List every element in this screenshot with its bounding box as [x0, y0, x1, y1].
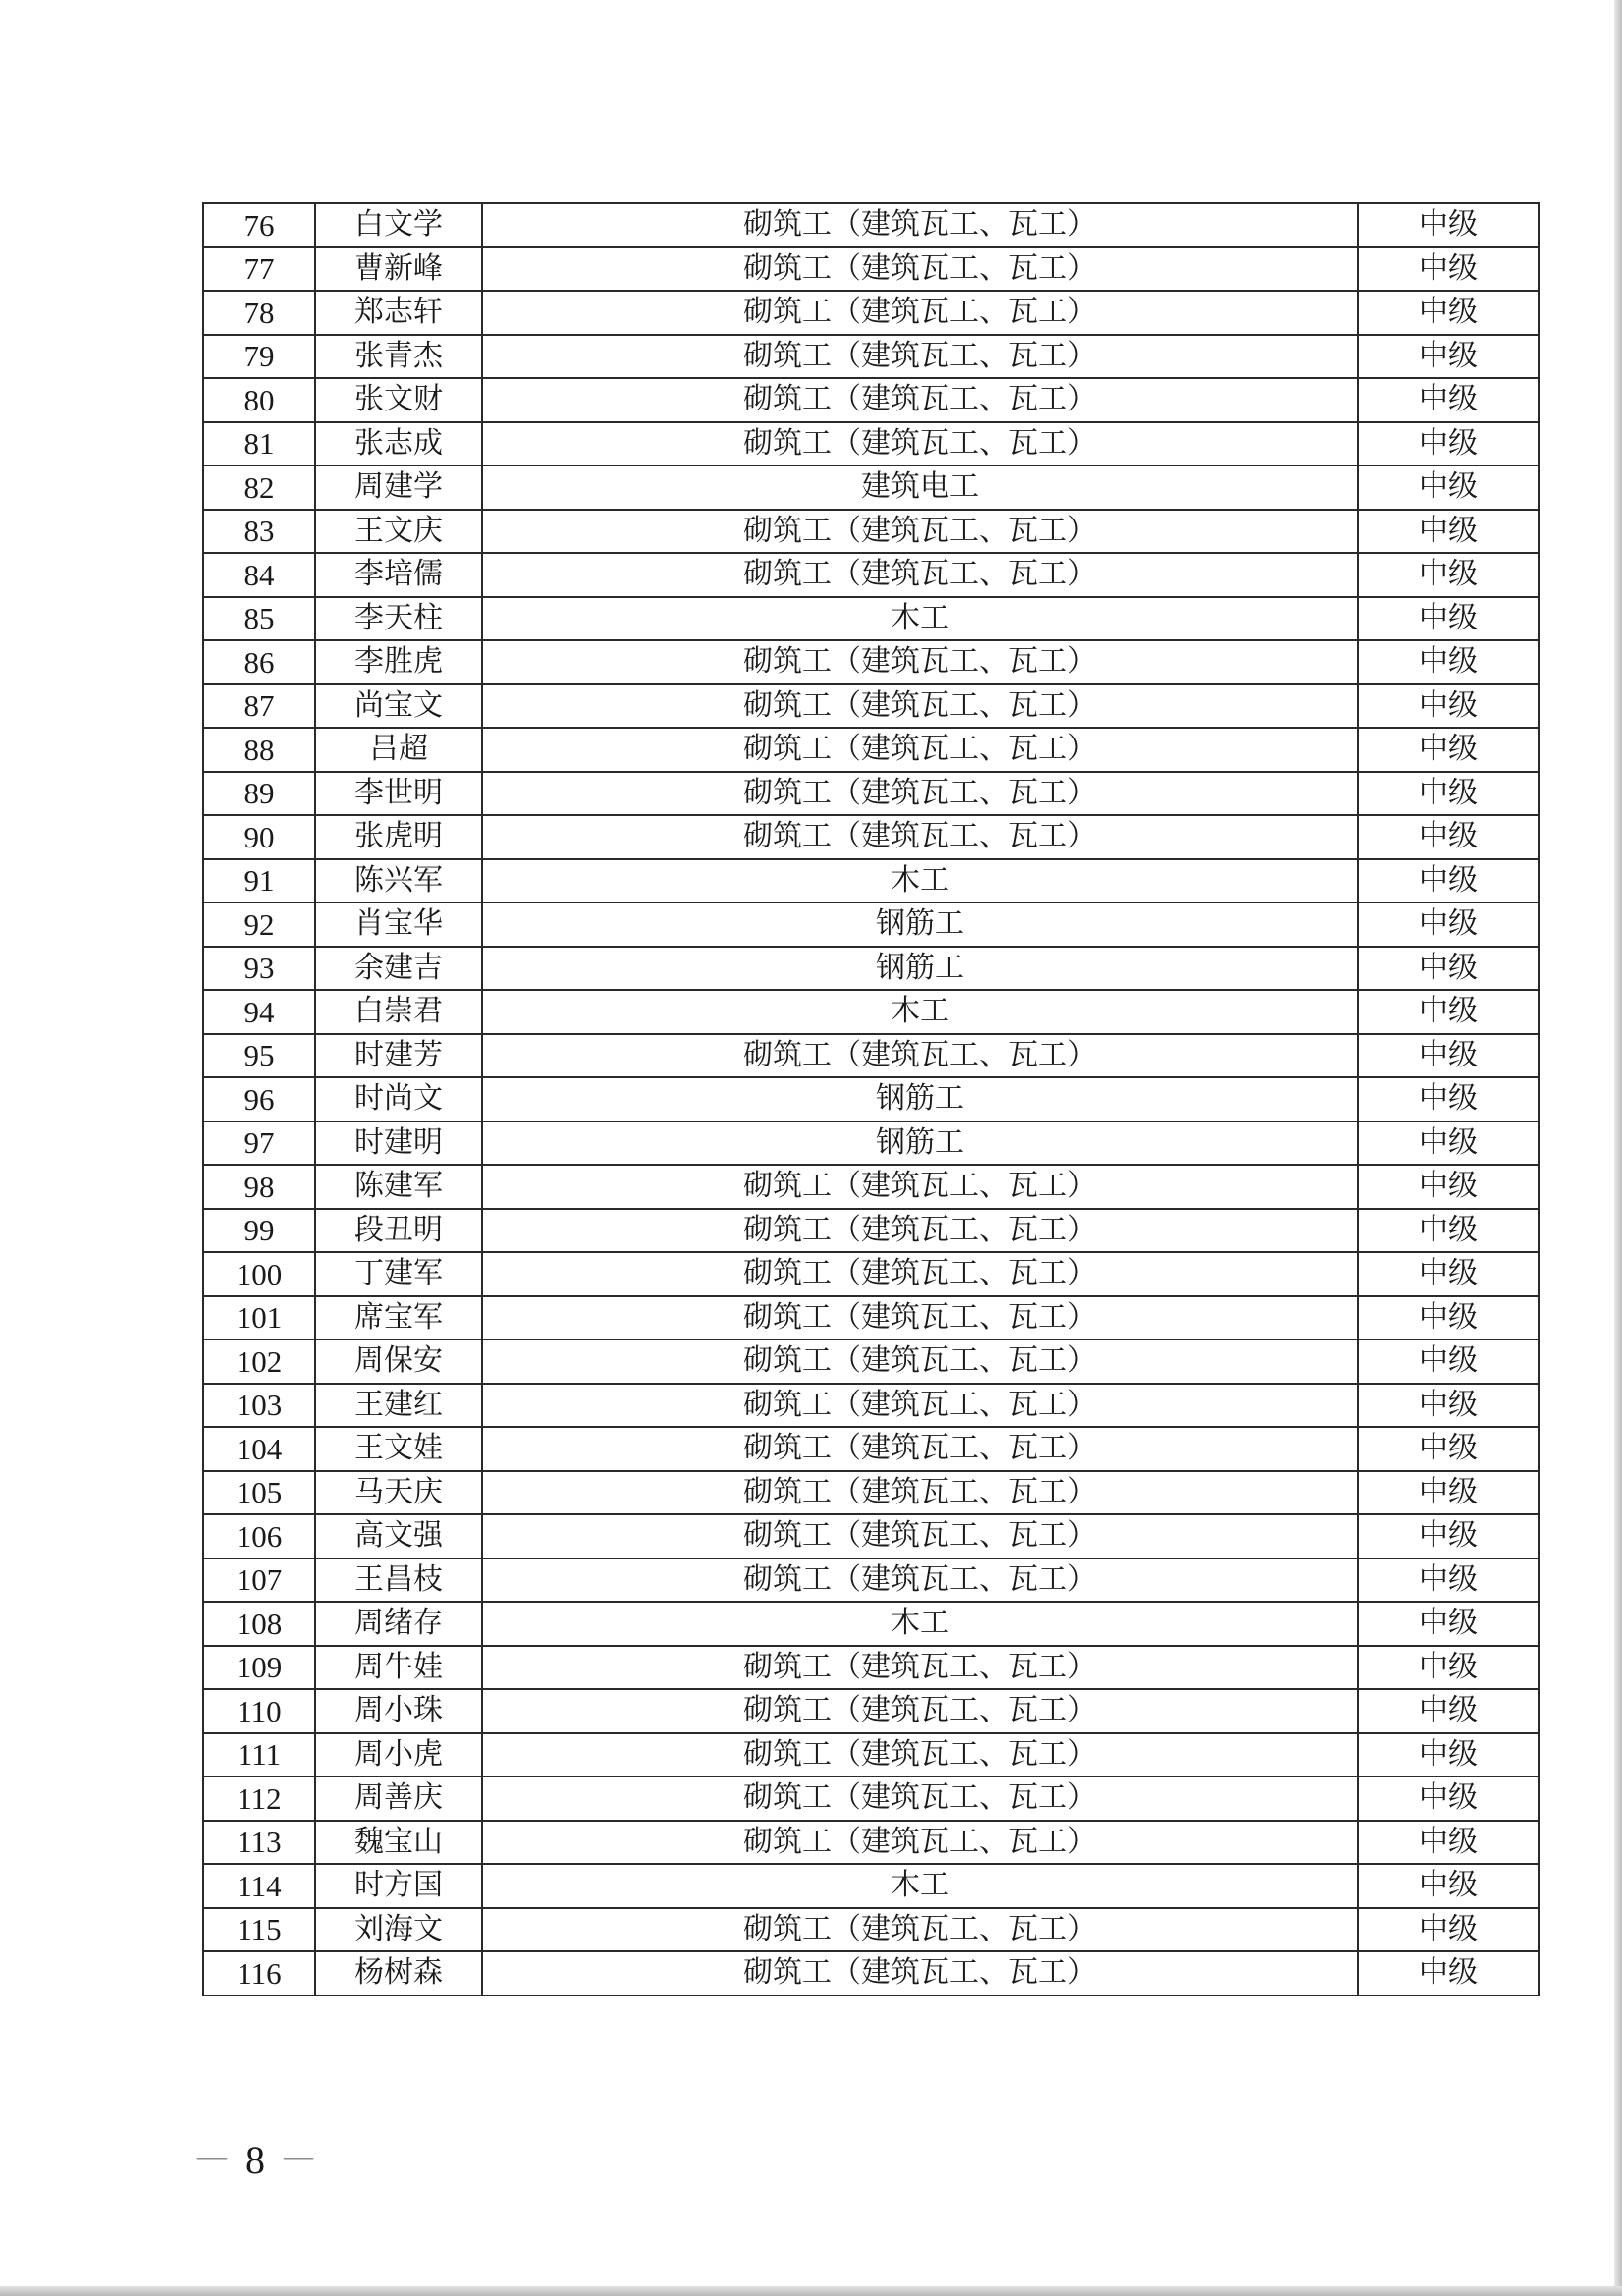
skill-level-cell: 中级	[1358, 1121, 1539, 1166]
trade-cell: 砌筑工（建筑瓦工、瓦工）	[482, 1777, 1358, 1821]
row-number-cell: 106	[203, 1514, 315, 1558]
row-number-cell: 80	[203, 378, 315, 422]
worker-name-cell: 时尚文	[315, 1077, 482, 1121]
table-row	[203, 1121, 1539, 1166]
trade-cell: 砌筑工（建筑瓦工、瓦工）	[482, 1471, 1358, 1515]
row-number-cell: 90	[203, 815, 315, 859]
skill-level-cell: 中级	[1358, 1602, 1539, 1646]
row-number-cell: 83	[203, 510, 315, 554]
table-row	[203, 947, 1539, 991]
skill-level-cell: 中级	[1358, 247, 1539, 292]
skill-level-cell: 中级	[1358, 947, 1539, 991]
worker-name-cell: 马天庆	[315, 1471, 482, 1515]
trade-cell: 砌筑工（建筑瓦工、瓦工）	[482, 772, 1358, 816]
worker-name-cell: 张志成	[315, 422, 482, 466]
skill-level-cell: 中级	[1358, 728, 1539, 772]
trade-cell: 砌筑工（建筑瓦工、瓦工）	[482, 335, 1358, 379]
worker-name-cell: 周牛娃	[315, 1646, 482, 1690]
worker-name-cell: 时建芳	[315, 1034, 482, 1078]
trade-cell: 砌筑工（建筑瓦工、瓦工）	[482, 291, 1358, 335]
worker-name-cell: 白文学	[315, 203, 482, 247]
table-row	[203, 990, 1539, 1034]
skill-level-cell: 中级	[1358, 553, 1539, 597]
row-number-cell: 107	[203, 1558, 315, 1603]
trade-cell: 砌筑工（建筑瓦工、瓦工）	[482, 1384, 1358, 1428]
table-row	[203, 1777, 1539, 1821]
worker-name-cell: 席宝军	[315, 1296, 482, 1340]
trade-cell: 木工	[482, 859, 1358, 903]
trade-cell: 砌筑工（建筑瓦工、瓦工）	[482, 728, 1358, 772]
skill-level-cell: 中级	[1358, 1733, 1539, 1777]
table-row	[203, 465, 1539, 510]
row-number-cell: 103	[203, 1384, 315, 1428]
worker-name-cell: 段丑明	[315, 1209, 482, 1253]
row-number-cell: 82	[203, 465, 315, 510]
skill-level-cell: 中级	[1358, 1339, 1539, 1384]
worker-name-cell: 张虎明	[315, 815, 482, 859]
trade-cell: 砌筑工（建筑瓦工、瓦工）	[482, 1165, 1358, 1209]
worker-name-cell: 王文娃	[315, 1427, 482, 1471]
skill-level-cell: 中级	[1358, 1689, 1539, 1733]
table-row	[203, 1602, 1539, 1646]
trade-cell: 砌筑工（建筑瓦工、瓦工）	[482, 1252, 1358, 1296]
row-number-cell: 113	[203, 1821, 315, 1865]
certificate-roster-table	[202, 202, 1540, 1996]
table-row	[203, 1689, 1539, 1733]
row-number-cell: 112	[203, 1777, 315, 1821]
table-row	[203, 1514, 1539, 1558]
trade-cell: 砌筑工（建筑瓦工、瓦工）	[482, 1733, 1358, 1777]
worker-name-cell: 王建红	[315, 1384, 482, 1428]
table-row	[203, 1646, 1539, 1690]
row-number-cell: 78	[203, 291, 315, 335]
worker-name-cell: 高文强	[315, 1514, 482, 1558]
skill-level-cell: 中级	[1358, 1077, 1539, 1121]
trade-cell: 砌筑工（建筑瓦工、瓦工）	[482, 1339, 1358, 1384]
table-row	[203, 510, 1539, 554]
skill-level-cell: 中级	[1358, 1384, 1539, 1428]
table-row	[203, 1471, 1539, 1515]
table-row	[203, 378, 1539, 422]
worker-name-cell: 时方国	[315, 1864, 482, 1908]
worker-name-cell: 张文财	[315, 378, 482, 422]
row-number-cell: 79	[203, 335, 315, 379]
skill-level-cell: 中级	[1358, 1209, 1539, 1253]
trade-cell: 砌筑工（建筑瓦工、瓦工）	[482, 1689, 1358, 1733]
row-number-cell: 108	[203, 1602, 315, 1646]
row-number-cell: 100	[203, 1252, 315, 1296]
table-row	[203, 1951, 1539, 1995]
skill-level-cell: 中级	[1358, 1034, 1539, 1078]
worker-name-cell: 陈兴军	[315, 859, 482, 903]
table-row	[203, 772, 1539, 816]
trade-cell: 砌筑工（建筑瓦工、瓦工）	[482, 1427, 1358, 1471]
table-row	[203, 640, 1539, 684]
skill-level-cell: 中级	[1358, 1427, 1539, 1471]
table-row	[203, 1252, 1539, 1296]
table-row	[203, 1296, 1539, 1340]
skill-level-cell: 中级	[1358, 291, 1539, 335]
row-number-cell: 96	[203, 1077, 315, 1121]
table-row	[203, 247, 1539, 292]
row-number-cell: 84	[203, 553, 315, 597]
worker-name-cell: 周小珠	[315, 1689, 482, 1733]
page-edge-shadow-bottom	[0, 2286, 1622, 2296]
skill-level-cell: 中级	[1358, 1252, 1539, 1296]
row-number-cell: 77	[203, 247, 315, 292]
row-number-cell: 76	[203, 203, 315, 247]
row-number-cell: 93	[203, 947, 315, 991]
worker-name-cell: 杨树森	[315, 1951, 482, 1995]
table-row	[203, 1209, 1539, 1253]
worker-name-cell: 周保安	[315, 1339, 482, 1384]
trade-cell: 钢筋工	[482, 1121, 1358, 1166]
worker-name-cell: 吕超	[315, 728, 482, 772]
table-row	[203, 728, 1539, 772]
row-number-cell: 104	[203, 1427, 315, 1471]
row-number-cell: 91	[203, 859, 315, 903]
skill-level-cell: 中级	[1358, 990, 1539, 1034]
table-row	[203, 597, 1539, 641]
trade-cell: 钢筋工	[482, 947, 1358, 991]
worker-name-cell: 李世明	[315, 772, 482, 816]
worker-name-cell: 李胜虎	[315, 640, 482, 684]
trade-cell: 木工	[482, 990, 1358, 1034]
row-number-cell: 95	[203, 1034, 315, 1078]
skill-level-cell: 中级	[1358, 684, 1539, 729]
trade-cell: 砌筑工（建筑瓦工、瓦工）	[482, 1646, 1358, 1690]
trade-cell: 砌筑工（建筑瓦工、瓦工）	[482, 640, 1358, 684]
trade-cell: 砌筑工（建筑瓦工、瓦工）	[482, 1034, 1358, 1078]
worker-name-cell: 李天柱	[315, 597, 482, 641]
row-number-cell: 87	[203, 684, 315, 729]
table-row	[203, 422, 1539, 466]
table-row	[203, 335, 1539, 379]
trade-cell: 砌筑工（建筑瓦工、瓦工）	[482, 1296, 1358, 1340]
trade-cell: 砌筑工（建筑瓦工、瓦工）	[482, 378, 1358, 422]
row-number-cell: 115	[203, 1908, 315, 1952]
worker-name-cell: 周建学	[315, 465, 482, 510]
skill-level-cell: 中级	[1358, 1558, 1539, 1603]
worker-name-cell: 周小虎	[315, 1733, 482, 1777]
table-row	[203, 1077, 1539, 1121]
trade-cell: 砌筑工（建筑瓦工、瓦工）	[482, 1821, 1358, 1865]
trade-cell: 木工	[482, 597, 1358, 641]
row-number-cell: 114	[203, 1864, 315, 1908]
trade-cell: 建筑电工	[482, 465, 1358, 510]
row-number-cell: 109	[203, 1646, 315, 1690]
row-number-cell: 97	[203, 1121, 315, 1166]
worker-name-cell: 时建明	[315, 1121, 482, 1166]
table-row	[203, 1733, 1539, 1777]
trade-cell: 木工	[482, 1864, 1358, 1908]
row-number-cell: 102	[203, 1339, 315, 1384]
table-row	[203, 203, 1539, 247]
roster-table-body	[203, 203, 1539, 1995]
trade-cell: 砌筑工（建筑瓦工、瓦工）	[482, 1558, 1358, 1603]
worker-name-cell: 余建吉	[315, 947, 482, 991]
row-number-cell: 116	[203, 1951, 315, 1995]
table-row	[203, 859, 1539, 903]
skill-level-cell: 中级	[1358, 1864, 1539, 1908]
worker-name-cell: 周绪存	[315, 1602, 482, 1646]
row-number-cell: 110	[203, 1689, 315, 1733]
skill-level-cell: 中级	[1358, 1821, 1539, 1865]
table-row	[203, 1384, 1539, 1428]
worker-name-cell: 郑志轩	[315, 291, 482, 335]
row-number-cell: 89	[203, 772, 315, 816]
table-row	[203, 553, 1539, 597]
row-number-cell: 105	[203, 1471, 315, 1515]
skill-level-cell: 中级	[1358, 510, 1539, 554]
worker-name-cell: 王文庆	[315, 510, 482, 554]
table-row	[203, 684, 1539, 729]
row-number-cell: 92	[203, 902, 315, 947]
skill-level-cell: 中级	[1358, 378, 1539, 422]
trade-cell: 砌筑工（建筑瓦工、瓦工）	[482, 1514, 1358, 1558]
skill-level-cell: 中级	[1358, 1646, 1539, 1690]
skill-level-cell: 中级	[1358, 772, 1539, 816]
trade-cell: 钢筋工	[482, 1077, 1358, 1121]
trade-cell: 砌筑工（建筑瓦工、瓦工）	[482, 510, 1358, 554]
worker-name-cell: 王昌枝	[315, 1558, 482, 1603]
trade-cell: 砌筑工（建筑瓦工、瓦工）	[482, 203, 1358, 247]
skill-level-cell: 中级	[1358, 859, 1539, 903]
row-number-cell: 111	[203, 1733, 315, 1777]
page-edge-shadow-right	[1614, 0, 1622, 2296]
skill-level-cell: 中级	[1358, 597, 1539, 641]
table-row	[203, 1558, 1539, 1603]
skill-level-cell: 中级	[1358, 815, 1539, 859]
skill-level-cell: 中级	[1358, 1165, 1539, 1209]
skill-level-cell: 中级	[1358, 335, 1539, 379]
skill-level-cell: 中级	[1358, 422, 1539, 466]
skill-level-cell: 中级	[1358, 203, 1539, 247]
row-number-cell: 81	[203, 422, 315, 466]
row-number-cell: 101	[203, 1296, 315, 1340]
trade-cell: 砌筑工（建筑瓦工、瓦工）	[482, 815, 1358, 859]
table-row	[203, 902, 1539, 947]
skill-level-cell: 中级	[1358, 1951, 1539, 1995]
worker-name-cell: 肖宝华	[315, 902, 482, 947]
trade-cell: 砌筑工（建筑瓦工、瓦工）	[482, 684, 1358, 729]
table-row	[203, 1427, 1539, 1471]
row-number-cell: 94	[203, 990, 315, 1034]
skill-level-cell: 中级	[1358, 1777, 1539, 1821]
worker-name-cell: 刘海文	[315, 1908, 482, 1952]
trade-cell: 砌筑工（建筑瓦工、瓦工）	[482, 1209, 1358, 1253]
skill-level-cell: 中级	[1358, 465, 1539, 510]
skill-level-cell: 中级	[1358, 1296, 1539, 1340]
worker-name-cell: 魏宝山	[315, 1821, 482, 1865]
trade-cell: 木工	[482, 1602, 1358, 1646]
row-number-cell: 99	[203, 1209, 315, 1253]
trade-cell: 砌筑工（建筑瓦工、瓦工）	[482, 553, 1358, 597]
table-row	[203, 815, 1539, 859]
row-number-cell: 85	[203, 597, 315, 641]
worker-name-cell: 白崇君	[315, 990, 482, 1034]
skill-level-cell: 中级	[1358, 640, 1539, 684]
row-number-cell: 98	[203, 1165, 315, 1209]
trade-cell: 砌筑工（建筑瓦工、瓦工）	[482, 1908, 1358, 1952]
worker-name-cell: 曹新峰	[315, 247, 482, 292]
skill-level-cell: 中级	[1358, 1471, 1539, 1515]
row-number-cell: 86	[203, 640, 315, 684]
worker-name-cell: 周善庆	[315, 1777, 482, 1821]
row-number-cell: 88	[203, 728, 315, 772]
skill-level-cell: 中级	[1358, 1908, 1539, 1952]
trade-cell: 砌筑工（建筑瓦工、瓦工）	[482, 422, 1358, 466]
table-row	[203, 291, 1539, 335]
table-row	[203, 1821, 1539, 1865]
trade-cell: 砌筑工（建筑瓦工、瓦工）	[482, 247, 1358, 292]
worker-name-cell: 陈建军	[315, 1165, 482, 1209]
table-row	[203, 1034, 1539, 1078]
table-row	[203, 1339, 1539, 1384]
skill-level-cell: 中级	[1358, 902, 1539, 947]
table-row	[203, 1908, 1539, 1952]
worker-name-cell: 张青杰	[315, 335, 482, 379]
worker-name-cell: 李培儒	[315, 553, 482, 597]
page-number: － 8 －	[192, 2138, 320, 2182]
trade-cell: 钢筋工	[482, 902, 1358, 947]
table-row	[203, 1165, 1539, 1209]
skill-level-cell: 中级	[1358, 1514, 1539, 1558]
worker-name-cell: 丁建军	[315, 1252, 482, 1296]
worker-name-cell: 尚宝文	[315, 684, 482, 729]
table-row	[203, 1864, 1539, 1908]
trade-cell: 砌筑工（建筑瓦工、瓦工）	[482, 1951, 1358, 1995]
